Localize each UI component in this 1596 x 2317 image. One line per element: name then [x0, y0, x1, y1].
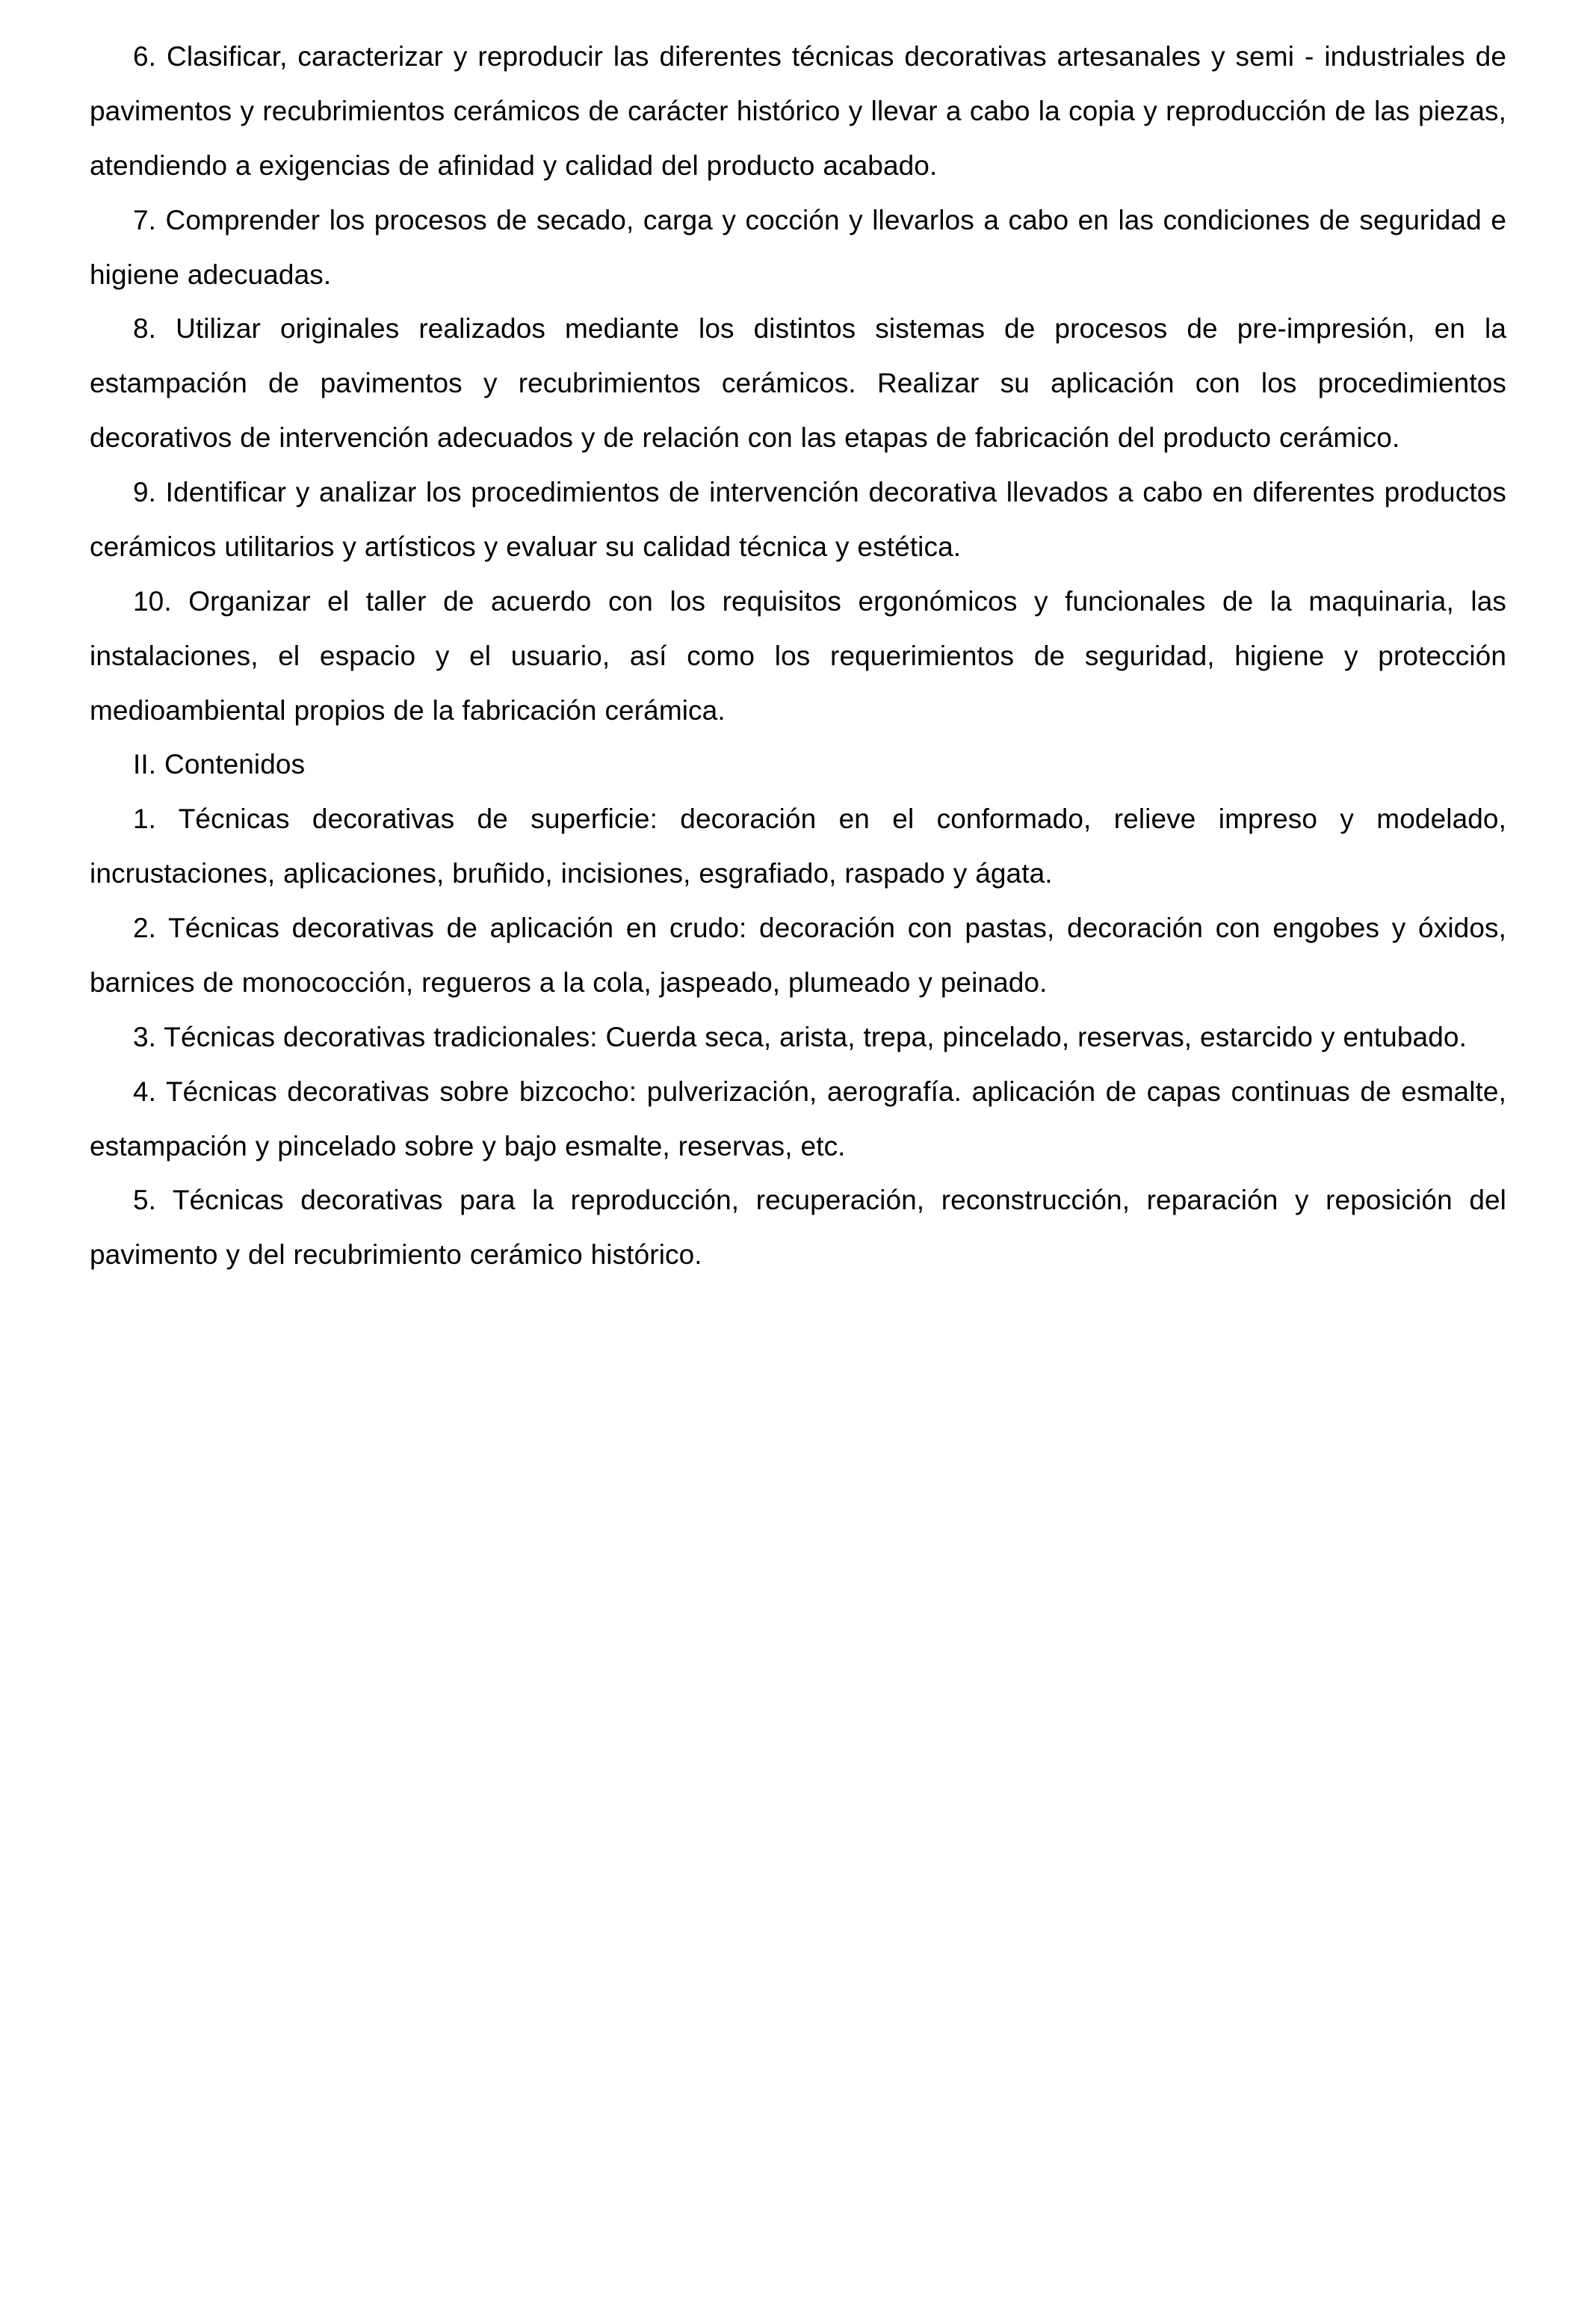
paragraph-content-4: 4. Técnicas decorativas sobre bizcocho: pulverización, aerografía. aplicación de capas continuas de esmalte, estampación y pincelado sobre y bajo esmalte, reservas, etc. — [90, 1076, 1506, 1161]
paragraph-item-6: 6. Clasificar, caracterizar y reproducir las diferentes técnicas decorativas artesanales y semi - industriales de pavimentos y recubrimientos cerámicos de carácter histórico y llevar a cabo la copia y reproducción de las piezas, atendiendo a exigencias de afinidad y calidad del producto acabado. — [90, 41, 1506, 181]
paragraph-item-10: 10. Organizar el taller de acuerdo con los requisitos ergonómicos y funcionales de la maquinaria, las instalaciones, el espacio y el usuario, así como los requerimientos de seguridad, higiene y protección medioambiental propios de la fabricación cerámica. — [90, 585, 1506, 726]
paragraph-content-5: 5. Técnicas decorativas para la reproducción, recuperación, reconstrucción, reparación y reposición del pavimento y del recubrimiento cerámico histórico. — [90, 1185, 1506, 1271]
paragraph-content-3: 3. Técnicas decorativas tradicionales: Cuerda seca, arista, trepa, pincelado, reservas, estarcido y entubado. — [133, 1021, 1467, 1052]
paragraph-item-7: 7. Comprender los procesos de secado, carga y cocción y llevarlos a cabo en las condiciones de seguridad e higiene adecuadas. — [90, 204, 1506, 290]
section-heading-contenidos: II. Contenidos — [133, 749, 306, 780]
paragraph-content-1: 1. Técnicas decorativas de superficie: decoración en el conformado, relieve impreso y modelado, incrustaciones, aplicaciones, bruñido, incisiones, esgrafiado, raspado y ágata. — [90, 803, 1506, 889]
document-body — [90, 30, 1506, 1283]
paragraph-item-8: 8. Utilizar originales realizados mediante los distintos sistemas de procesos de pre-impresión, en la estampación de pavimentos y recubrimientos cerámicos. Realizar su aplicación con los procedimientos decorativos de intervención adecuados y de relación con las etapas de fabricación del producto cerámico. — [90, 313, 1506, 454]
paragraph-content-2: 2. Técnicas decorativas de aplicación en crudo: decoración con pastas, decoración con engobes y óxidos, barnices de monococción, regueros a la cola, jaspeado, plumeado y peinado. — [90, 913, 1506, 998]
paragraph-item-9: 9. Identificar y analizar los procedimientos de intervención decorativa llevados a cabo en diferentes productos cerámicos utilitarios y artísticos y evaluar su calidad técnica y estética. — [90, 477, 1506, 562]
